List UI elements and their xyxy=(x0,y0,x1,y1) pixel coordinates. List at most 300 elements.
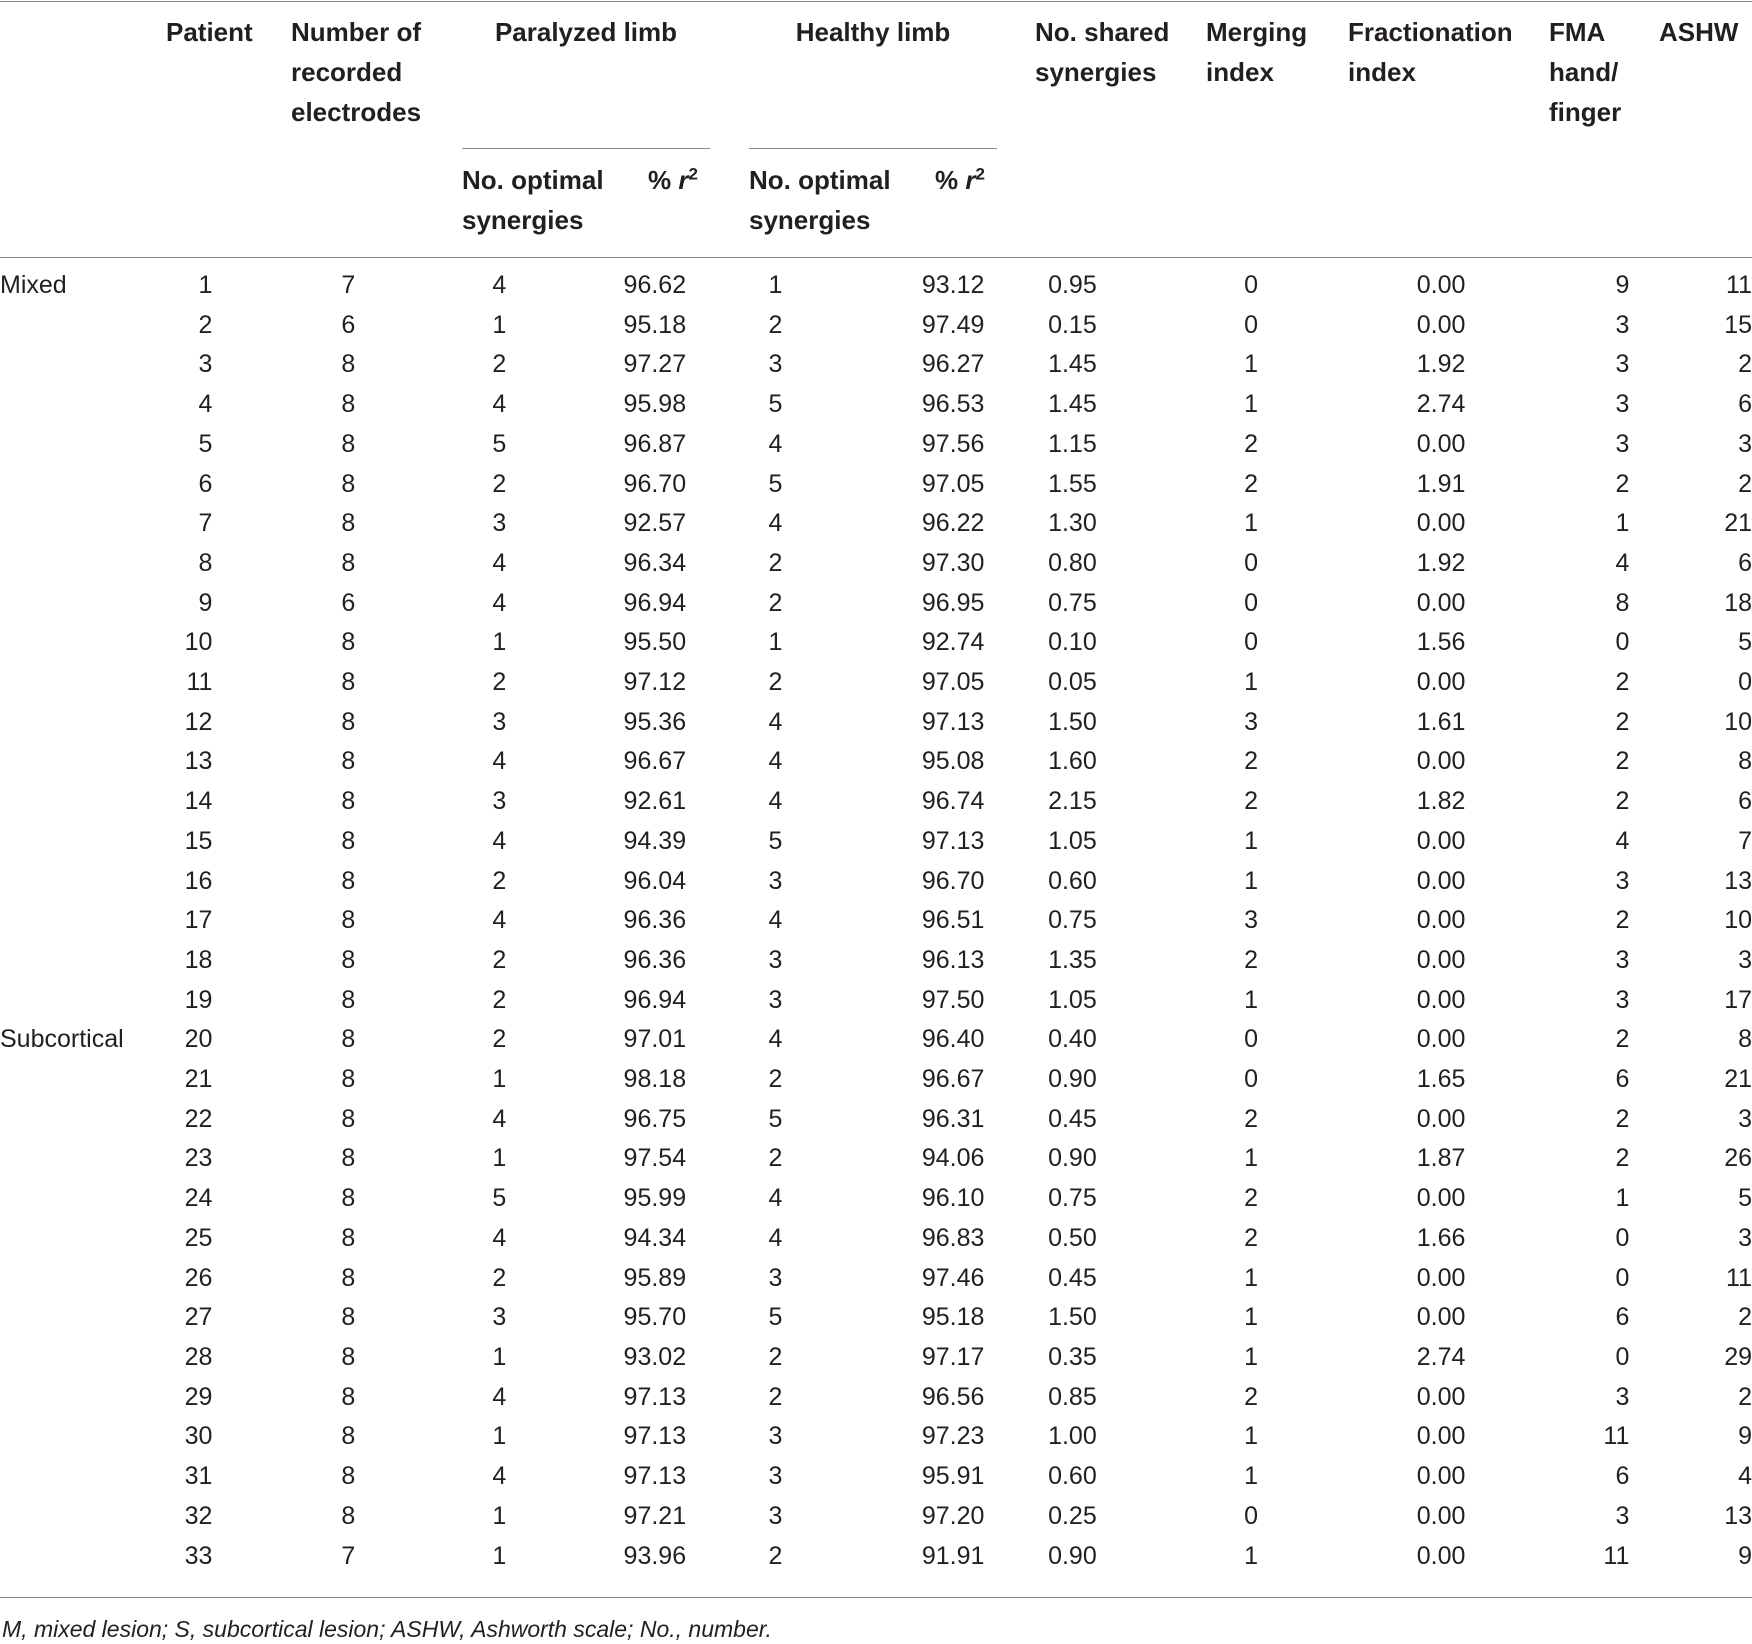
cell-paralyzed-r2: 92.61 xyxy=(623,787,687,816)
table-row xyxy=(0,1219,1752,1259)
cell-paralyzed-optimal: 1 xyxy=(492,1342,507,1371)
cell-paralyzed-r2: 96.62 xyxy=(623,271,687,299)
cell-fma: 1 xyxy=(1615,1184,1630,1213)
cell-fractionation-index: 0.00 xyxy=(1416,1541,1466,1570)
cell-fma: 2 xyxy=(1615,1104,1630,1133)
cell-healthy-optimal: 3 xyxy=(768,1501,783,1530)
cell-fractionation-index: 1.87 xyxy=(1416,1144,1466,1173)
cell-merging-index: 2 xyxy=(1244,1223,1259,1252)
cell-electrodes: 8 xyxy=(341,509,356,538)
cell-paralyzed-optimal: 5 xyxy=(492,1184,507,1213)
cell-paralyzed-optimal: 2 xyxy=(492,985,507,1014)
cell-patient: 8 xyxy=(198,548,213,577)
cell-patient: 25 xyxy=(184,1223,213,1252)
cell-electrodes: 8 xyxy=(341,1342,356,1371)
cell-fma: 0 xyxy=(1615,1263,1630,1292)
cell-patient: 17 xyxy=(184,906,213,935)
cell-healthy-optimal: 2 xyxy=(768,1382,783,1411)
cell-healthy-r2: 96.95 xyxy=(921,588,985,617)
cell-healthy-r2: 96.10 xyxy=(921,1184,985,1213)
table-row xyxy=(0,584,1752,624)
cell-healthy-r2: 96.74 xyxy=(921,787,985,816)
table-row xyxy=(0,703,1752,743)
cell-paralyzed-optimal: 2 xyxy=(492,866,507,895)
cell-group xyxy=(0,862,164,902)
cell-fractionation-index: 1.92 xyxy=(1416,350,1466,379)
cell-fma: 2 xyxy=(1615,1144,1630,1173)
cell-ashw: 0 xyxy=(1738,668,1752,697)
table-row xyxy=(0,345,1752,385)
cell-patient: 26 xyxy=(184,1263,213,1292)
cell-paralyzed-optimal: 3 xyxy=(492,509,507,538)
cell-merging-index: 2 xyxy=(1244,1104,1259,1133)
cell-merging-index: 1 xyxy=(1244,826,1259,855)
cell-ashw: 9 xyxy=(1738,1541,1752,1570)
cell-patient: 13 xyxy=(184,747,213,776)
cell-fractionation-index: 0.00 xyxy=(1416,1104,1466,1133)
table-row xyxy=(0,306,1752,346)
table-row xyxy=(0,1378,1752,1418)
cell-patient: 20 xyxy=(184,1025,213,1054)
cell-merging-index: 2 xyxy=(1244,1184,1259,1213)
cell-healthy-optimal: 5 xyxy=(768,1104,783,1133)
cell-healthy-r2: 97.30 xyxy=(921,548,985,577)
cell-healthy-optimal: 1 xyxy=(768,628,783,657)
cell-fma: 2 xyxy=(1615,906,1630,935)
cell-fma: 3 xyxy=(1615,350,1630,379)
cell-electrodes: 8 xyxy=(341,628,356,657)
cell-merging-index: 2 xyxy=(1244,747,1259,776)
header-paralyzed-limb: Paralyzed limb xyxy=(494,17,678,47)
cell-paralyzed-optimal: 2 xyxy=(492,668,507,697)
cell-fma: 6 xyxy=(1615,1303,1630,1332)
cell-healthy-r2: 94.06 xyxy=(921,1144,985,1173)
cell-shared-synergies: 0.40 xyxy=(1048,1025,1097,1054)
cell-ashw: 3 xyxy=(1738,1104,1752,1133)
cell-fma: 2 xyxy=(1615,469,1630,498)
cell-fma: 2 xyxy=(1615,668,1630,697)
cell-patient: 4 xyxy=(198,390,213,419)
cell-electrodes: 8 xyxy=(341,985,356,1014)
cell-healthy-optimal: 2 xyxy=(768,310,783,339)
cell-healthy-r2: 96.56 xyxy=(921,1382,985,1411)
cell-ashw: 18 xyxy=(1724,588,1752,617)
cell-paralyzed-r2: 96.67 xyxy=(623,747,687,776)
cell-healthy-optimal: 5 xyxy=(768,1303,783,1332)
table-row xyxy=(0,623,1752,663)
cell-healthy-optimal: 4 xyxy=(768,429,783,458)
cell-ashw: 26 xyxy=(1724,1144,1752,1173)
cell-shared-synergies: 1.60 xyxy=(1048,747,1097,776)
cell-ashw: 5 xyxy=(1738,1184,1752,1213)
cell-electrodes: 8 xyxy=(341,668,356,697)
cell-healthy-r2: 93.12 xyxy=(921,271,985,299)
cell-fractionation-index: 0.00 xyxy=(1416,1382,1466,1411)
cell-patient: 15 xyxy=(184,826,213,855)
cell-group xyxy=(0,1537,164,1577)
cell-patient: 30 xyxy=(184,1422,213,1451)
cell-fractionation-index: 0.00 xyxy=(1416,1263,1466,1292)
cell-electrodes: 6 xyxy=(341,588,356,617)
table-row xyxy=(0,862,1752,902)
cell-healthy-r2: 97.50 xyxy=(921,985,985,1014)
cell-ashw: 15 xyxy=(1724,310,1752,339)
cell-shared-synergies: 1.00 xyxy=(1048,1422,1097,1451)
table-row xyxy=(0,1497,1752,1537)
cell-group xyxy=(0,504,164,544)
cell-paralyzed-optimal: 4 xyxy=(492,906,507,935)
cell-paralyzed-r2: 96.94 xyxy=(623,985,687,1014)
cell-ashw: 13 xyxy=(1724,866,1752,895)
cell-paralyzed-r2: 95.50 xyxy=(623,628,687,657)
cell-ashw: 21 xyxy=(1724,1065,1752,1094)
cell-fma: 1 xyxy=(1615,509,1630,538)
cell-paralyzed-optimal: 1 xyxy=(492,1501,507,1530)
cell-healthy-optimal: 3 xyxy=(768,1462,783,1491)
cell-group xyxy=(0,465,164,505)
cell-paralyzed-r2: 97.13 xyxy=(623,1382,687,1411)
cell-healthy-r2: 96.83 xyxy=(921,1223,985,1252)
cell-patient: 16 xyxy=(184,866,213,895)
table-row xyxy=(0,901,1752,941)
cell-electrodes: 8 xyxy=(341,1263,356,1292)
table-row xyxy=(0,663,1752,703)
header-fractionation-index: Fractionation index xyxy=(1348,17,1513,87)
cell-healthy-optimal: 4 xyxy=(768,509,783,538)
cell-paralyzed-optimal: 2 xyxy=(492,350,507,379)
cell-group xyxy=(0,941,164,981)
cell-patient: 2 xyxy=(198,310,213,339)
cell-patient: 1 xyxy=(198,271,213,299)
cell-shared-synergies: 0.25 xyxy=(1048,1501,1097,1530)
cell-healthy-optimal: 2 xyxy=(768,548,783,577)
cell-fractionation-index: 0.00 xyxy=(1416,668,1466,697)
cell-shared-synergies: 1.15 xyxy=(1048,429,1097,458)
cell-paralyzed-r2: 93.02 xyxy=(623,1342,687,1371)
table-row xyxy=(0,742,1752,782)
cell-paralyzed-optimal: 3 xyxy=(492,1303,507,1332)
cell-group xyxy=(0,981,164,1021)
cell-group xyxy=(0,822,164,862)
cell-healthy-r2: 92.74 xyxy=(921,628,985,657)
cell-healthy-optimal: 3 xyxy=(768,1263,783,1292)
cell-healthy-optimal: 4 xyxy=(768,747,783,776)
header-paralyzed-optimal: No. optimal synergies xyxy=(462,165,604,235)
cell-fractionation-index: 0.00 xyxy=(1416,1025,1466,1054)
cell-paralyzed-optimal: 4 xyxy=(492,747,507,776)
header-shared-synergies: No. shared synergies xyxy=(1035,17,1170,87)
cell-ashw: 3 xyxy=(1738,1223,1752,1252)
cell-fma: 6 xyxy=(1615,1462,1630,1491)
cell-merging-index: 2 xyxy=(1244,1382,1259,1411)
cell-fractionation-index: 0.00 xyxy=(1416,271,1466,299)
cell-group: Subcortical xyxy=(0,1025,124,1054)
cell-healthy-optimal: 4 xyxy=(768,906,783,935)
cell-shared-synergies: 0.85 xyxy=(1048,1382,1097,1411)
cell-fma: 2 xyxy=(1615,1025,1630,1054)
cell-paralyzed-optimal: 1 xyxy=(492,310,507,339)
cell-healthy-r2: 96.51 xyxy=(921,906,985,935)
cell-group xyxy=(0,1259,164,1299)
table-row xyxy=(0,1457,1752,1497)
header-rule xyxy=(0,257,1752,258)
table-row xyxy=(0,822,1752,862)
cell-fma: 4 xyxy=(1615,826,1630,855)
cell-healthy-optimal: 3 xyxy=(768,866,783,895)
header-paralyzed-r2: % $r^2$ xyxy=(648,164,698,195)
cell-healthy-r2: 97.46 xyxy=(921,1263,985,1292)
cell-merging-index: 0 xyxy=(1244,628,1259,657)
cell-electrodes: 8 xyxy=(341,1223,356,1252)
cell-merging-index: 0 xyxy=(1244,588,1259,617)
cell-ashw: 9 xyxy=(1738,1422,1752,1451)
cell-group xyxy=(0,1457,164,1497)
table-row xyxy=(0,465,1752,505)
cell-patient: 24 xyxy=(184,1184,213,1213)
cell-healthy-optimal: 4 xyxy=(768,787,783,816)
cell-fma: 2 xyxy=(1615,787,1630,816)
cell-ashw: 8 xyxy=(1738,747,1752,776)
cell-paralyzed-optimal: 4 xyxy=(492,1462,507,1491)
cell-paralyzed-r2: 97.01 xyxy=(623,1025,687,1054)
cell-paralyzed-optimal: 2 xyxy=(492,469,507,498)
cell-healthy-optimal: 4 xyxy=(768,707,783,736)
table-row xyxy=(0,1139,1752,1179)
cell-healthy-optimal: 5 xyxy=(768,469,783,498)
header-merging-index: Merging index xyxy=(1206,17,1308,87)
cell-fractionation-index: 1.66 xyxy=(1416,1223,1466,1252)
cell-healthy-optimal: 3 xyxy=(768,1422,783,1451)
cell-paralyzed-r2: 95.18 xyxy=(623,310,687,339)
cell-electrodes: 8 xyxy=(341,787,356,816)
cell-fma: 3 xyxy=(1615,1382,1630,1411)
cell-fractionation-index: 0.00 xyxy=(1416,509,1466,538)
header-healthy-optimal: No. optimal synergies xyxy=(749,165,891,235)
cell-shared-synergies: 1.05 xyxy=(1048,985,1097,1014)
cell-healthy-r2: 97.49 xyxy=(921,310,985,339)
table-body xyxy=(0,266,1752,1576)
cell-fractionation-index: 1.91 xyxy=(1416,469,1466,498)
cell-paralyzed-optimal: 4 xyxy=(492,1382,507,1411)
cell-healthy-r2: 96.67 xyxy=(921,1065,985,1094)
cell-patient: 29 xyxy=(184,1382,213,1411)
cell-fractionation-index: 0.00 xyxy=(1416,1184,1466,1213)
cell-patient: 32 xyxy=(184,1501,213,1530)
cell-healthy-r2: 97.13 xyxy=(921,707,985,736)
cell-group xyxy=(0,1417,164,1457)
cell-merging-index: 2 xyxy=(1244,429,1259,458)
cell-ashw: 11 xyxy=(1726,271,1752,299)
cell-healthy-optimal: 2 xyxy=(768,1144,783,1173)
cell-fma: 3 xyxy=(1615,1501,1630,1530)
cell-paralyzed-r2: 98.18 xyxy=(623,1065,687,1094)
header-healthy-limb: Healthy limb xyxy=(795,17,951,47)
cell-shared-synergies: 0.15 xyxy=(1048,310,1097,339)
cell-ashw: 5 xyxy=(1738,628,1752,657)
cell-merging-index: 0 xyxy=(1244,1501,1259,1530)
cell-fractionation-index: 0.00 xyxy=(1416,826,1466,855)
cell-fractionation-index: 0.00 xyxy=(1416,906,1466,935)
cell-group xyxy=(0,1139,164,1179)
cell-electrodes: 8 xyxy=(341,906,356,935)
cell-fractionation-index: 1.61 xyxy=(1416,707,1466,736)
cell-paralyzed-r2: 97.13 xyxy=(623,1422,687,1451)
cell-paralyzed-r2: 97.21 xyxy=(623,1501,687,1530)
cell-paralyzed-r2: 97.12 xyxy=(623,668,687,697)
header-healthy-r2: % $r^2$ xyxy=(935,164,985,195)
cell-ashw: 10 xyxy=(1724,906,1752,935)
cell-fma: 8 xyxy=(1615,588,1630,617)
cell-ashw: 7 xyxy=(1738,826,1752,855)
cell-fractionation-index: 0.00 xyxy=(1416,1303,1466,1332)
cell-ashw: 10 xyxy=(1724,707,1752,736)
cell-healthy-r2: 96.22 xyxy=(921,509,985,538)
cell-paralyzed-r2: 95.70 xyxy=(623,1303,687,1332)
cell-shared-synergies: 0.75 xyxy=(1048,588,1097,617)
cell-merging-index: 1 xyxy=(1244,390,1259,419)
cell-group xyxy=(0,782,164,822)
cell-paralyzed-optimal: 4 xyxy=(492,548,507,577)
cell-shared-synergies: 1.55 xyxy=(1048,469,1097,498)
cell-healthy-r2: 97.23 xyxy=(921,1422,985,1451)
cell-patient: 14 xyxy=(184,787,213,816)
cell-merging-index: 0 xyxy=(1244,1025,1259,1054)
table-row xyxy=(0,1179,1752,1219)
cell-electrodes: 8 xyxy=(341,826,356,855)
cell-paralyzed-r2: 96.94 xyxy=(623,588,687,617)
cell-electrodes: 8 xyxy=(341,1501,356,1530)
cell-healthy-optimal: 3 xyxy=(768,350,783,379)
cell-shared-synergies: 1.50 xyxy=(1048,1303,1097,1332)
cell-patient: 3 xyxy=(198,350,213,379)
healthy-subrule xyxy=(749,148,997,149)
cell-group xyxy=(0,742,164,782)
cell-shared-synergies: 0.75 xyxy=(1048,906,1097,935)
cell-healthy-optimal: 5 xyxy=(768,390,783,419)
cell-merging-index: 1 xyxy=(1244,1144,1259,1173)
cell-fma: 0 xyxy=(1615,1223,1630,1252)
cell-shared-synergies: 0.10 xyxy=(1048,628,1097,657)
cell-shared-synergies: 0.90 xyxy=(1048,1144,1097,1173)
cell-group: Mixed xyxy=(0,271,67,299)
cell-group xyxy=(0,306,164,346)
cell-electrodes: 8 xyxy=(341,1104,356,1133)
cell-ashw: 3 xyxy=(1738,429,1752,458)
cell-paralyzed-r2: 95.36 xyxy=(623,707,687,736)
cell-group xyxy=(0,584,164,624)
cell-merging-index: 1 xyxy=(1244,866,1259,895)
cell-patient: 11 xyxy=(186,668,213,697)
cell-paralyzed-optimal: 5 xyxy=(492,429,507,458)
cell-healthy-r2: 96.40 xyxy=(921,1025,985,1054)
cell-merging-index: 2 xyxy=(1244,945,1259,974)
table-row xyxy=(0,1060,1752,1100)
cell-group xyxy=(0,385,164,425)
cell-merging-index: 3 xyxy=(1244,906,1259,935)
cell-patient: 19 xyxy=(184,985,213,1014)
cell-fma: 3 xyxy=(1615,390,1630,419)
cell-fma: 3 xyxy=(1615,866,1630,895)
cell-ashw: 2 xyxy=(1738,350,1752,379)
cell-shared-synergies: 0.90 xyxy=(1048,1541,1097,1570)
cell-electrodes: 8 xyxy=(341,1303,356,1332)
cell-patient: 23 xyxy=(184,1144,213,1173)
cell-paralyzed-optimal: 2 xyxy=(492,1025,507,1054)
cell-shared-synergies: 1.30 xyxy=(1048,509,1097,538)
cell-healthy-optimal: 4 xyxy=(768,1184,783,1213)
cell-healthy-optimal: 5 xyxy=(768,826,783,855)
cell-paralyzed-r2: 96.34 xyxy=(623,548,687,577)
cell-fractionation-index: 0.00 xyxy=(1416,429,1466,458)
cell-merging-index: 0 xyxy=(1244,271,1259,299)
header-ashw: ASHW xyxy=(1659,17,1739,47)
top-rule xyxy=(0,1,1752,2)
cell-paralyzed-optimal: 1 xyxy=(492,1422,507,1451)
cell-healthy-optimal: 2 xyxy=(768,1065,783,1094)
cell-electrodes: 8 xyxy=(341,866,356,895)
cell-group xyxy=(0,425,164,465)
cell-merging-index: 0 xyxy=(1244,1065,1259,1094)
cell-healthy-r2: 96.70 xyxy=(921,866,985,895)
cell-healthy-r2: 96.27 xyxy=(921,350,985,379)
cell-fma: 6 xyxy=(1615,1065,1630,1094)
cell-paralyzed-r2: 96.04 xyxy=(623,866,687,895)
cell-paralyzed-optimal: 3 xyxy=(492,787,507,816)
cell-paralyzed-optimal: 1 xyxy=(492,1541,507,1570)
table-row xyxy=(0,1020,1752,1060)
cell-paralyzed-optimal: 4 xyxy=(492,271,507,299)
cell-shared-synergies: 1.35 xyxy=(1048,945,1097,974)
cell-group xyxy=(0,1378,164,1418)
cell-fractionation-index: 1.92 xyxy=(1416,548,1466,577)
cell-patient: 10 xyxy=(184,628,213,657)
cell-merging-index: 1 xyxy=(1244,1462,1259,1491)
cell-healthy-r2: 95.91 xyxy=(921,1462,985,1491)
cell-electrodes: 8 xyxy=(341,1144,356,1173)
cell-fma: 11 xyxy=(1603,1422,1630,1451)
cell-fractionation-index: 0.00 xyxy=(1416,310,1466,339)
cell-healthy-r2: 97.05 xyxy=(921,469,985,498)
cell-healthy-r2: 97.20 xyxy=(921,1501,985,1530)
cell-healthy-optimal: 4 xyxy=(768,1223,783,1252)
cell-electrodes: 8 xyxy=(341,1025,356,1054)
cell-ashw: 2 xyxy=(1738,1303,1752,1332)
cell-paralyzed-r2: 97.54 xyxy=(623,1144,687,1173)
cell-electrodes: 8 xyxy=(341,350,356,379)
cell-merging-index: 1 xyxy=(1244,668,1259,697)
cell-paralyzed-r2: 96.70 xyxy=(623,469,687,498)
cell-patient: 27 xyxy=(184,1303,213,1332)
cell-group xyxy=(0,663,164,703)
cell-group xyxy=(0,1179,164,1219)
cell-shared-synergies: 0.60 xyxy=(1048,1462,1097,1491)
cell-fractionation-index: 0.00 xyxy=(1416,985,1466,1014)
cell-shared-synergies: 0.75 xyxy=(1048,1184,1097,1213)
table-row xyxy=(0,504,1752,544)
cell-ashw: 4 xyxy=(1738,1462,1752,1491)
cell-ashw: 6 xyxy=(1738,787,1752,816)
cell-paralyzed-r2: 97.27 xyxy=(623,350,687,379)
cell-paralyzed-r2: 95.99 xyxy=(623,1184,687,1213)
cell-fractionation-index: 0.00 xyxy=(1416,588,1466,617)
cell-paralyzed-r2: 96.87 xyxy=(623,429,687,458)
cell-fma: 3 xyxy=(1615,985,1630,1014)
cell-paralyzed-optimal: 1 xyxy=(492,1144,507,1173)
cell-electrodes: 8 xyxy=(341,707,356,736)
cell-ashw: 13 xyxy=(1724,1501,1752,1530)
table-row xyxy=(0,1100,1752,1140)
cell-ashw: 17 xyxy=(1724,985,1752,1014)
